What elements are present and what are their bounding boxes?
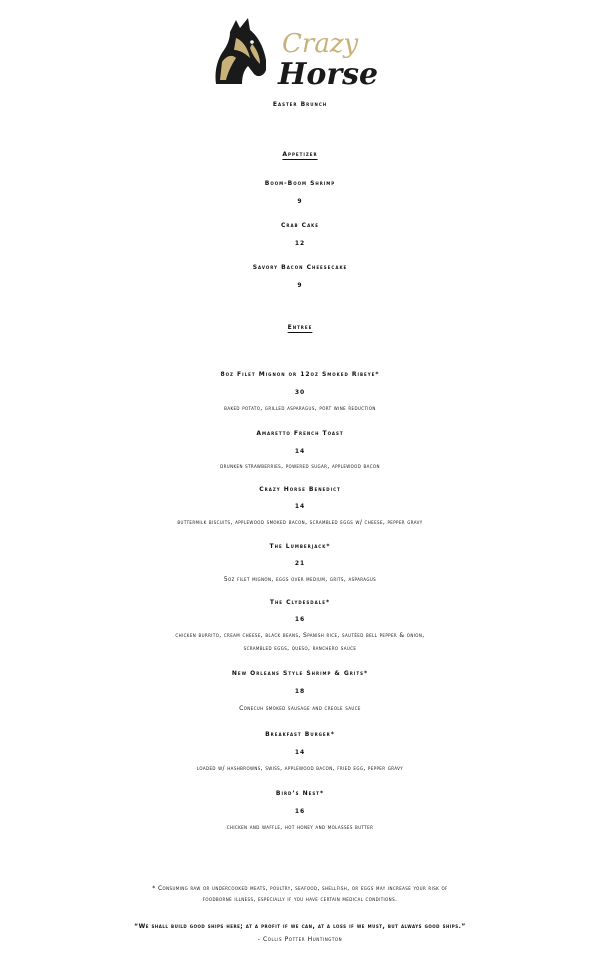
entree-item-price: 30	[294, 389, 306, 396]
entree-item-name: New Orleans Style Shrimp & Grits*	[231, 670, 369, 677]
entree-item-name: Amaretto French Toast	[256, 430, 344, 437]
entree-item-name: 8oz Filet Mignon or 12oz Smoked Ribeye*	[220, 371, 380, 378]
entree-item-price: 14	[294, 503, 306, 510]
entree-item-price: 16	[294, 808, 306, 815]
appetizer-item-name: Crab Cake	[280, 222, 320, 229]
entree-item-name: The Lumberjack*	[269, 543, 331, 550]
appetizer-heading: Appetizer	[282, 151, 318, 158]
appetizer-item-price: 9	[297, 198, 303, 205]
entree-item-desc: 5oz filet mignon, eggs over medium, grits, asparagus	[223, 576, 377, 583]
logo-word-horse: Horse	[278, 57, 379, 90]
entree-item-price: 21	[294, 560, 306, 567]
entree-heading: Entree	[287, 324, 313, 331]
appetizer-item-name: Savory Bacon Cheesecake	[252, 264, 348, 271]
appetizer-item-name: Boom-Boom Shrimp	[264, 180, 336, 187]
appetizer-item-price: 9	[297, 282, 303, 289]
entree-item-desc: chicken and waffle, hot honey and molasses butter	[226, 824, 374, 831]
entree-item-name: Breakfast Burger*	[265, 731, 335, 738]
entree-item-name: Crazy Horse Benedict	[259, 486, 341, 493]
entree-item-desc: drunken strawberries, powered sugar, applewood bacon	[220, 463, 380, 470]
entree-item-price: 14	[294, 448, 306, 455]
entree-item-desc: scrambled eggs, queso, ranchero sauce	[243, 645, 357, 652]
entree-item-desc: loaded w/ hashbrowns, swiss, applewood bacon, fried egg, pepper gravy	[196, 765, 404, 772]
food-safety-footnote: foodborne illness, especially if you have certain medical conditions.	[202, 896, 398, 903]
horse-head-icon	[208, 14, 408, 90]
food-safety-footnote: * Consuming raw or undercooked meats, poultry, seafood, shellfish, or eggs may increase your risk of	[152, 885, 448, 892]
appetizer-item-price: 12	[294, 240, 306, 247]
entree-item-desc: Conecuh smoked sausage and creole sauce	[239, 705, 361, 712]
founder-quote: “We shall build good ships here; at a profit if we can, at a loss if we must, but always good ships.”	[134, 923, 466, 930]
entree-item-price: 16	[294, 616, 306, 623]
logo-word-crazy: Crazy	[282, 29, 359, 59]
quote-attribution: - Collis Potter Huntington	[257, 936, 343, 943]
entree-item-desc: chicken burrito, cream cheese, black beans, Spanish rice, sautéed bell pepper & onion,	[175, 632, 425, 639]
entree-item-price: 14	[294, 749, 306, 756]
entree-item-desc: baked potato, grilled asparagus, port wine reduction	[224, 405, 376, 412]
crazy-horse-logo	[208, 14, 408, 90]
entree-item-price: 18	[294, 688, 306, 695]
entree-item-desc: buttermilk biscuits, applewood smoked bacon, scrambled eggs w/ cheese, pepper gravy	[177, 519, 423, 526]
entree-item-name: The Clydesdale*	[269, 599, 331, 606]
entree-item-name: Bird’s Nest*	[275, 790, 325, 797]
menu-title: Easter Brunch	[272, 101, 328, 108]
